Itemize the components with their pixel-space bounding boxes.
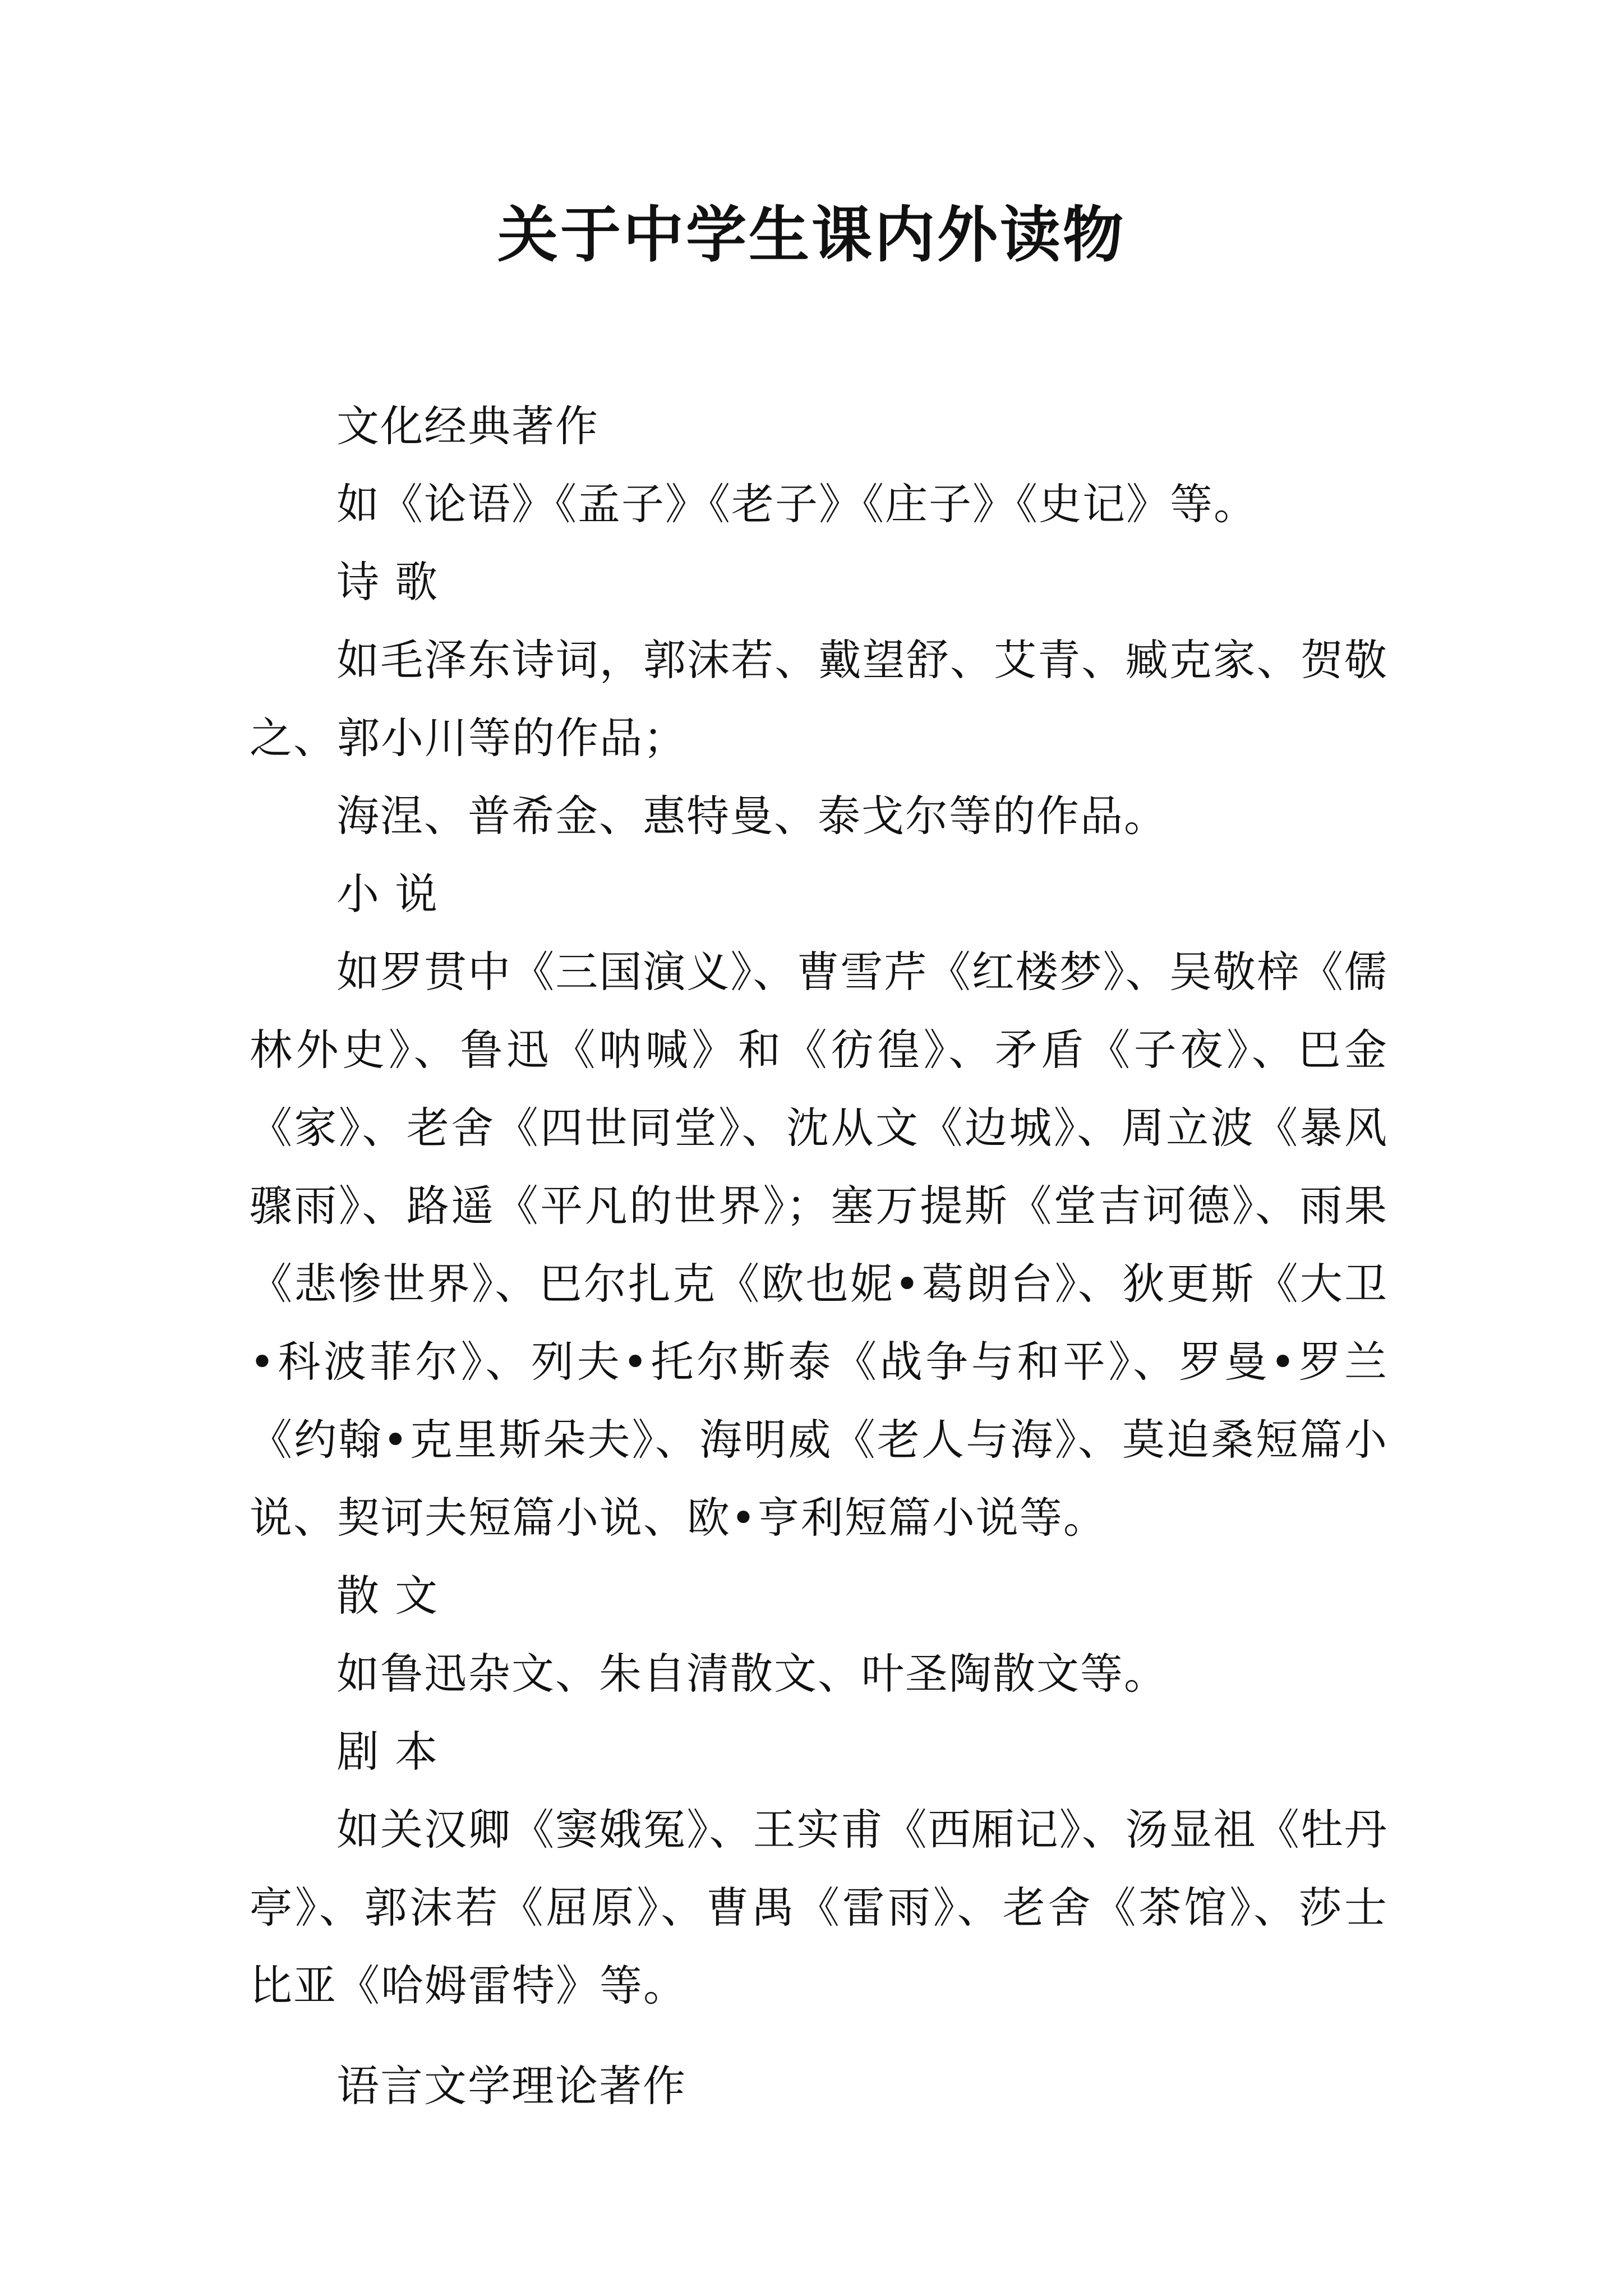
section-heading-novel: 小 说 bbox=[336, 869, 439, 919]
section-text-novel: 如罗贯中《三国演义》、曹雪芹《红楼梦》、吴敬梓《儒林外史》、鲁迅《呐喊》和《彷徨》、矛盾《子夜》、巴金《家》、老舍《四世同堂》、沈从文《边城》、周立波《暴风骤雨》、路遥《平凡的世界》；塞万提斯《堂吉诃德》、雨果《悲惨世界》、巴尔扎克《欧也妮•葛朗台》、狄更斯《大卫•科波菲尔》、列夫•托尔斯泰《战争与和平》、罗曼•罗兰《约翰•克里斯朵夫》、海明威《老人与海》、莫迫桑短篇小说、契诃夫短篇小说、欧•亨利短篇小说等。 bbox=[250, 947, 1388, 1543]
section-heading-theory: 语言文学理论著作 bbox=[336, 2061, 686, 2111]
paragraph-gap bbox=[250, 2024, 1388, 2047]
page-title: 关于中学生课内外读物 bbox=[497, 200, 1126, 270]
document-body bbox=[250, 387, 1388, 2125]
section-heading-drama: 剧 本 bbox=[336, 1727, 439, 1777]
section-heading-poetry: 诗 歌 bbox=[336, 557, 439, 607]
section-text-poetry-foreign: 海涅、普希金、惠特曼、泰戈尔等的作品。 bbox=[336, 791, 1168, 841]
section-heading-prose: 散 文 bbox=[336, 1571, 439, 1621]
section-heading-classics: 文化经典著作 bbox=[336, 401, 599, 451]
section-text-drama: 如关汉卿《窦娥冤》、王实甫《西厢记》、汤显祖《牡丹亭》、郭沫若《屈原》、曹禺《雷雨》、老舍《茶馆》、莎士比亚《哈姆雷特》等。 bbox=[250, 1805, 1388, 2010]
section-text-classics: 如《论语》《孟子》《老子》《庄子》《史记》等。 bbox=[336, 479, 1257, 529]
section-text-poetry-chinese: 如毛泽东诗词，郭沫若、戴望舒、艾青、臧克家、贺敬之、郭小川等的作品； bbox=[250, 635, 1388, 763]
section-text-prose: 如鲁迅杂文、朱自清散文、叶圣陶散文等。 bbox=[336, 1649, 1168, 1699]
